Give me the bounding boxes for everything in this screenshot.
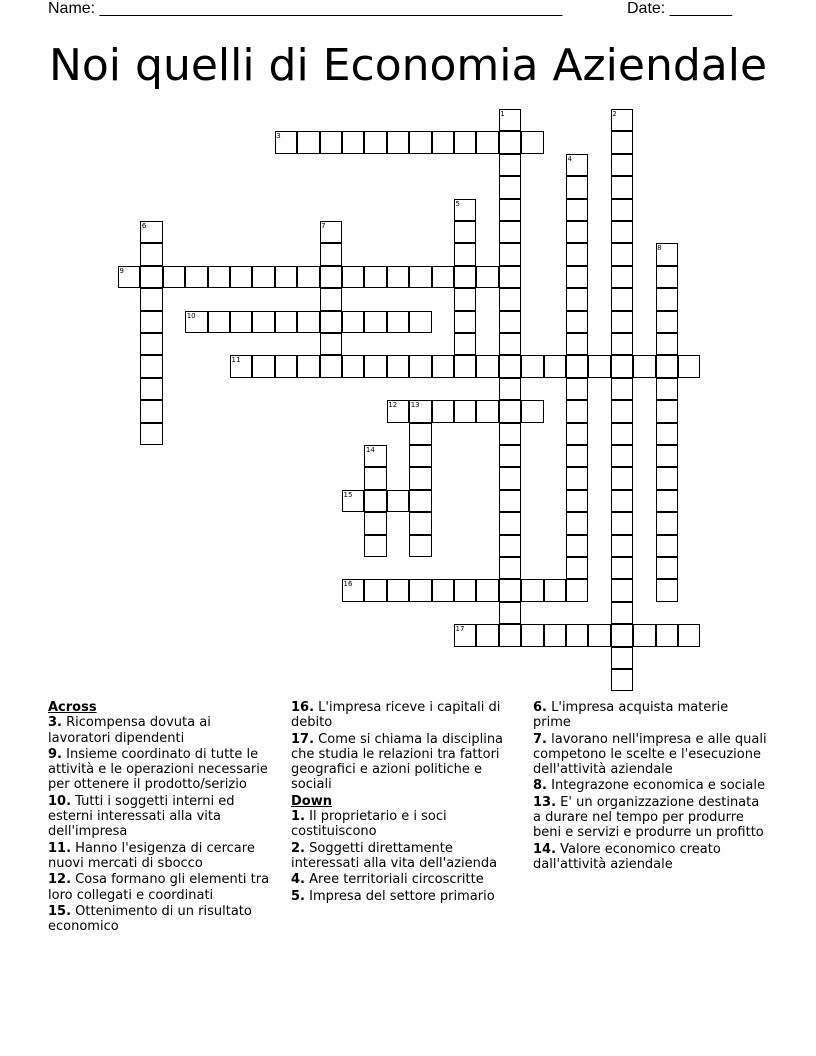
grid-cell[interactable] [364, 512, 386, 534]
clue-text: L'impresa riceve i capitali di debito [291, 700, 501, 731]
grid-cell[interactable] [432, 131, 454, 153]
clue-text: Ottenimento di un risultato economico [48, 903, 252, 935]
clue-text: Tutti i soggetti interni ed esterni interessati alla vita dell'impresa [48, 793, 235, 840]
clue-number-label: 1. [291, 809, 305, 825]
grid-cell[interactable] [140, 355, 162, 377]
clues-column-2 [291, 700, 521, 905]
grid-cell[interactable] [409, 266, 431, 288]
grid-cell[interactable] [566, 199, 588, 221]
grid-cell[interactable] [499, 266, 521, 288]
grid-cell[interactable] [611, 221, 633, 243]
grid-cell[interactable] [611, 490, 633, 512]
clue-number: 14 [365, 446, 375, 454]
grid-cell[interactable] [499, 467, 521, 489]
grid-cell[interactable] [140, 378, 162, 400]
clue-text: Il proprietario e i soci costituiscono [291, 809, 447, 840]
grid-cell[interactable] [140, 243, 162, 265]
clue-section-heading: Across [48, 700, 97, 715]
clue-number: 3 [276, 132, 281, 141]
clue-number: 11 [231, 356, 241, 365]
grid-cell[interactable] [208, 311, 230, 333]
grid-cell[interactable] [611, 355, 633, 377]
grid-cell[interactable] [611, 243, 633, 265]
grid-cell[interactable] [656, 311, 678, 333]
clue-number: 12 [388, 401, 398, 410]
grid-cell[interactable] [678, 624, 700, 646]
grid-cell[interactable] [297, 355, 319, 377]
grid-cell[interactable] [320, 243, 342, 265]
clue-text: Come si chiama la disciplina che studia le relazioni tra fattori geografici e azioni politiche e sociali [291, 731, 504, 793]
clue-across [48, 747, 274, 793]
grid-cell[interactable] [297, 311, 319, 333]
grid-cell[interactable] [566, 378, 588, 400]
grid-cell[interactable] [611, 266, 633, 288]
clue-number: 17 [455, 625, 465, 634]
grid-cell[interactable] [454, 355, 476, 377]
name-field-label[interactable]: Name: ____________________________________________________ [48, 0, 563, 17]
clue-number-label: 8. [533, 778, 547, 794]
clue-number-label: 9. [48, 746, 62, 762]
grid-cell[interactable] [566, 557, 588, 579]
grid-cell[interactable] [499, 445, 521, 467]
grid-cell[interactable] [611, 445, 633, 467]
grid-cell[interactable] [521, 579, 543, 601]
grid-cell[interactable] [611, 311, 633, 333]
grid-cell[interactable] [588, 624, 610, 646]
grid-cell[interactable] [185, 266, 207, 288]
grid-cell[interactable] [656, 579, 678, 601]
grid-cell[interactable] [409, 131, 431, 153]
grid-cell[interactable] [656, 512, 678, 534]
grid-cell[interactable] [499, 333, 521, 355]
grid-cell[interactable] [163, 266, 185, 288]
grid-cell[interactable] [566, 445, 588, 467]
clue-number-label: 3. [48, 715, 62, 731]
grid-cell[interactable] [342, 355, 364, 377]
grid-cell[interactable] [252, 355, 274, 377]
grid-cell[interactable] [140, 288, 162, 310]
grid-cell[interactable] [275, 355, 297, 377]
grid-cell[interactable] [297, 266, 319, 288]
grid-cell[interactable] [566, 579, 588, 601]
grid-cell[interactable] [297, 131, 319, 153]
grid-cell[interactable] [275, 266, 297, 288]
clue-number: 16 [343, 580, 353, 589]
grid-cell[interactable] [611, 624, 633, 646]
grid-cell[interactable] [364, 266, 386, 288]
clue-text: Impresa del settore primario [309, 888, 495, 904]
clue-number-label: 12. [48, 872, 72, 888]
grid-cell[interactable] [364, 355, 386, 377]
grid-cell[interactable] [342, 311, 364, 333]
grid-cell[interactable] [611, 647, 633, 669]
grid-cell[interactable] [230, 311, 252, 333]
grid-cell[interactable] [320, 266, 342, 288]
clue-number-label: 16. [291, 700, 315, 715]
grid-cell[interactable] [454, 311, 476, 333]
clue-text: Insieme coordinato di tutte le attività e le operazioni necessarie per ottenere il prodotto/serizio [48, 746, 268, 793]
grid-cell[interactable] [499, 243, 521, 265]
clues-column-1 [48, 700, 274, 935]
grid-cell[interactable] [678, 355, 700, 377]
grid-cell[interactable] [409, 535, 431, 557]
grid-cell[interactable] [476, 624, 498, 646]
grid-cell[interactable] [499, 512, 521, 534]
clue-text: Integrazone economica e sociale [551, 778, 766, 794]
clue-text: Valore economico creato dall'attività aziendale [533, 841, 721, 872]
grid-cell[interactable] [499, 490, 521, 512]
grid-cell[interactable] [499, 423, 521, 445]
grid-cell[interactable] [656, 266, 678, 288]
grid-cell[interactable] [140, 333, 162, 355]
grid-cell[interactable] [499, 221, 521, 243]
grid-cell[interactable] [611, 535, 633, 557]
clue-down [291, 889, 521, 904]
clue-across [291, 700, 521, 731]
grid-cell[interactable] [521, 624, 543, 646]
grid-cell[interactable] [633, 355, 655, 377]
clue-section-heading: Down [291, 793, 332, 809]
grid-cell[interactable] [454, 579, 476, 601]
clue-text: L'impresa acquista materie prime [533, 700, 729, 731]
clue-number-label: 2. [291, 840, 305, 856]
clue-text: E' un organizzazione destinata a durare nel tempo per produrre beni e servizi e produrre un profitto [533, 794, 764, 841]
grid-cell[interactable] [252, 311, 274, 333]
clue-number: 8 [657, 244, 662, 253]
clue-across [291, 732, 521, 793]
clue-number: 15 [343, 490, 353, 499]
grid-cell[interactable] [566, 400, 588, 422]
grid-cell[interactable] [656, 557, 678, 579]
grid-cell[interactable] [656, 467, 678, 489]
grid-cell[interactable] [499, 557, 521, 579]
clue-across [48, 841, 274, 872]
grid-cell[interactable] [387, 490, 409, 512]
grid-cell[interactable] [476, 131, 498, 153]
grid-cell[interactable] [409, 423, 431, 445]
grid-cell[interactable] [544, 624, 566, 646]
clue-text: Hanno l'esigenza di cercare nuovi mercati di sbocco [48, 840, 255, 871]
grid-cell[interactable] [611, 288, 633, 310]
grid-cell[interactable] [656, 355, 678, 377]
grid-cell[interactable] [499, 579, 521, 601]
clue-across [48, 715, 274, 746]
clue-text: lavorano nell'impresa e alle quali competono le scelte e l'esecuzione dell'attività aziendale [533, 731, 767, 778]
grid-cell[interactable] [499, 624, 521, 646]
grid-cell[interactable] [566, 535, 588, 557]
grid-cell[interactable] [566, 355, 588, 377]
grid-cell[interactable] [633, 624, 655, 646]
clue-number-label: 6. [533, 700, 547, 715]
clue-number: 7 [321, 222, 326, 230]
grid-cell[interactable] [387, 311, 409, 333]
clue-number-label: 4. [291, 872, 305, 888]
grid-cell[interactable] [409, 579, 431, 601]
clue-text: Aree territoriali circoscritte [309, 872, 484, 888]
grid-cell[interactable] [611, 199, 633, 221]
grid-cell[interactable] [364, 311, 386, 333]
grid-cell[interactable] [499, 176, 521, 198]
grid-cell[interactable] [656, 378, 678, 400]
grid-cell[interactable] [432, 266, 454, 288]
grid-cell[interactable] [566, 512, 588, 534]
grid-cell[interactable] [566, 423, 588, 445]
grid-cell[interactable] [432, 579, 454, 601]
grid-cell[interactable] [454, 333, 476, 355]
clue-number-label: 17. [291, 731, 315, 747]
clue-number: 2 [612, 110, 617, 118]
grid-cell[interactable] [409, 445, 431, 467]
grid-cell[interactable] [656, 423, 678, 445]
clue-number-label: 13. [533, 794, 557, 810]
clue-text: Ricompensa dovuta ai lavoratori dipendenti [48, 715, 211, 746]
grid-cell[interactable] [611, 579, 633, 601]
grid-cell[interactable] [499, 400, 521, 422]
grid-cell[interactable] [566, 467, 588, 489]
grid-cell[interactable] [409, 490, 431, 512]
grid-cell[interactable] [476, 355, 498, 377]
grid-cell[interactable] [566, 243, 588, 265]
grid-cell[interactable] [499, 378, 521, 400]
grid-cell[interactable] [432, 355, 454, 377]
grid-cell[interactable] [611, 176, 633, 198]
grid-cell[interactable] [252, 266, 274, 288]
grid-cell[interactable] [566, 490, 588, 512]
clue-number-label: 7. [533, 731, 547, 747]
grid-cell[interactable] [140, 423, 162, 445]
grid-cell[interactable] [566, 266, 588, 288]
clue-number-label: 11. [48, 840, 72, 856]
grid-cell[interactable] [320, 355, 342, 377]
grid-cell[interactable] [656, 445, 678, 467]
grid-cell[interactable] [521, 131, 543, 153]
grid-cell[interactable] [364, 131, 386, 153]
grid-cell[interactable] [499, 131, 521, 153]
grid-cell[interactable] [476, 579, 498, 601]
grid-cell[interactable] [656, 400, 678, 422]
clue-number-label: 10. [48, 793, 72, 809]
grid-cell[interactable] [454, 266, 476, 288]
clue-number: 9 [119, 266, 124, 275]
grid-cell[interactable] [364, 467, 386, 489]
grid-cell[interactable] [230, 266, 252, 288]
grid-cell[interactable] [656, 333, 678, 355]
grid-cell[interactable] [611, 423, 633, 445]
grid-cell[interactable] [409, 467, 431, 489]
grid-cell[interactable] [656, 288, 678, 310]
clue-text: Cosa formano gli elementi tra loro collegati e coordinati [48, 872, 270, 903]
grid-cell[interactable] [611, 333, 633, 355]
clue-down [291, 872, 521, 887]
clue-number-label: 15. [48, 903, 72, 919]
clue-down [533, 778, 769, 793]
grid-cell[interactable] [387, 131, 409, 153]
clue-number: 6 [141, 222, 147, 230]
grid-cell[interactable] [364, 579, 386, 601]
grid-cell[interactable] [566, 221, 588, 243]
grid-cell[interactable] [320, 311, 342, 333]
grid-cell[interactable] [454, 131, 476, 153]
grid-cell[interactable] [499, 602, 521, 624]
clue-down [533, 842, 769, 873]
grid-cell[interactable] [611, 378, 633, 400]
grid-cell[interactable] [521, 400, 543, 422]
grid-cell[interactable] [499, 535, 521, 557]
grid-cell[interactable] [588, 355, 610, 377]
grid-cell[interactable] [611, 602, 633, 624]
grid-cell[interactable] [364, 535, 386, 557]
grid-cell[interactable] [387, 266, 409, 288]
grid-cell[interactable] [611, 557, 633, 579]
clue-down [291, 841, 521, 872]
grid-cell[interactable] [611, 467, 633, 489]
grid-cell[interactable] [320, 288, 342, 310]
grid-cell[interactable] [342, 266, 364, 288]
clue-text: Soggetti direttamente interessati alla vita dell'azienda [291, 840, 498, 871]
grid-cell[interactable] [656, 490, 678, 512]
clues-column-3 [533, 700, 769, 873]
clue-number: 4 [567, 154, 572, 163]
clue-number: 10 [186, 311, 196, 320]
grid-cell[interactable] [409, 512, 431, 534]
grid-cell[interactable] [140, 400, 162, 422]
grid-cell[interactable] [499, 288, 521, 310]
clue-down [533, 795, 769, 841]
grid-cell[interactable] [611, 669, 633, 691]
grid-cell[interactable] [499, 311, 521, 333]
clue-across [48, 794, 274, 840]
grid-cell[interactable] [544, 579, 566, 601]
clue-across [48, 904, 274, 935]
grid-cell[interactable] [454, 400, 476, 422]
grid-cell[interactable] [611, 131, 633, 153]
grid-cell[interactable] [320, 131, 342, 153]
grid-cell[interactable] [140, 266, 162, 288]
clue-across [48, 872, 274, 903]
grid-cell[interactable] [454, 288, 476, 310]
clue-number-label: 5. [291, 888, 305, 904]
grid-cell[interactable] [476, 400, 498, 422]
grid-cell[interactable] [656, 624, 678, 646]
grid-cell[interactable] [208, 266, 230, 288]
grid-cell[interactable] [364, 490, 386, 512]
grid-cell[interactable] [454, 221, 476, 243]
grid-cell[interactable] [432, 400, 454, 422]
clue-down [533, 732, 769, 778]
grid-cell[interactable] [499, 199, 521, 221]
grid-cell[interactable] [387, 355, 409, 377]
grid-cell[interactable] [611, 400, 633, 422]
grid-cell[interactable] [387, 579, 409, 601]
page-title: Noi quelli di Economia Aziendale [48, 40, 768, 91]
grid-cell[interactable] [566, 624, 588, 646]
clue-number-label: 14. [533, 841, 557, 857]
clue-down [291, 809, 521, 840]
grid-cell[interactable] [566, 333, 588, 355]
grid-cell[interactable] [566, 311, 588, 333]
grid-cell[interactable] [320, 333, 342, 355]
grid-cell[interactable] [499, 355, 521, 377]
grid-cell[interactable] [566, 288, 588, 310]
date-field-label[interactable]: Date: _______ [627, 0, 732, 17]
grid-cell[interactable] [566, 176, 588, 198]
grid-cell[interactable] [275, 311, 297, 333]
grid-cell[interactable] [140, 311, 162, 333]
grid-cell[interactable] [476, 266, 498, 288]
grid-cell[interactable] [611, 154, 633, 176]
grid-cell[interactable] [656, 535, 678, 557]
clue-number: 1 [500, 110, 505, 118]
grid-cell[interactable] [409, 355, 431, 377]
grid-cell[interactable] [342, 131, 364, 153]
grid-cell[interactable] [454, 243, 476, 265]
clue-number: 13 [410, 401, 420, 410]
grid-cell[interactable] [544, 355, 566, 377]
grid-cell[interactable] [409, 311, 431, 333]
grid-cell[interactable] [521, 355, 543, 377]
clue-number: 5 [455, 199, 460, 208]
grid-cell[interactable] [611, 512, 633, 534]
clue-down [533, 700, 769, 731]
grid-cell[interactable] [499, 154, 521, 176]
